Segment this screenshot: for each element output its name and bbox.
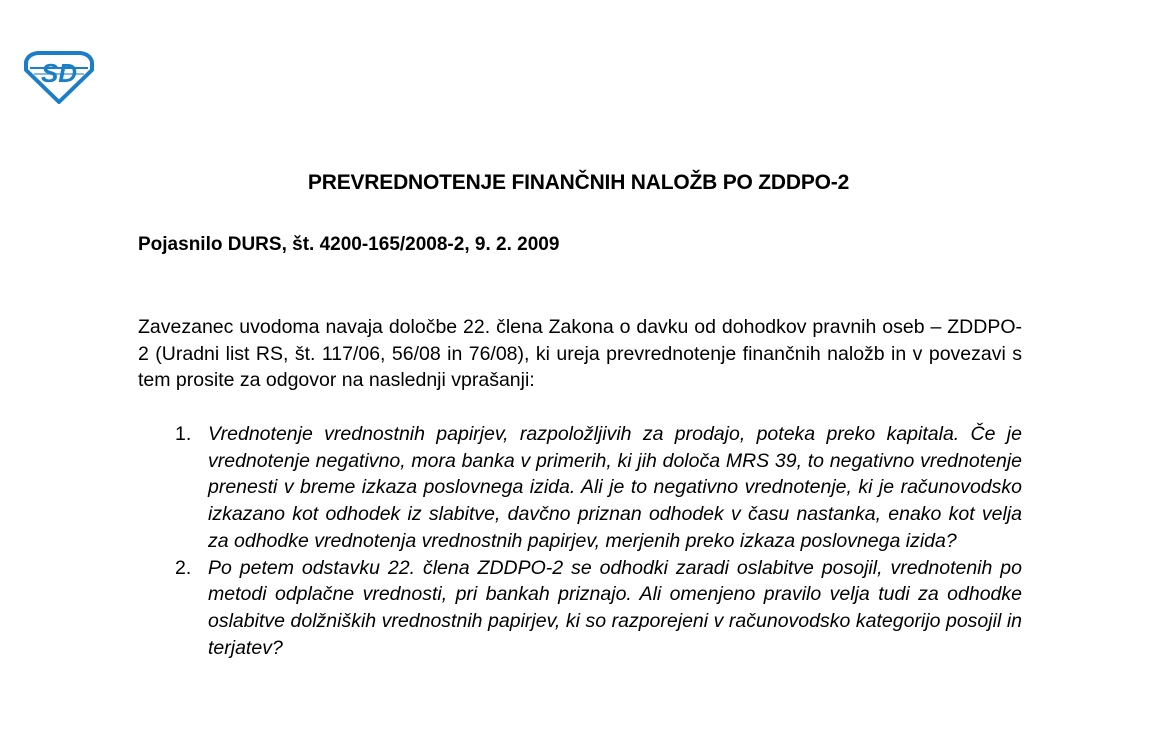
document-title: PREVREDNOTENJE FINANČNIH NALOŽB PO ZDDPO-2 (307, 171, 850, 194)
svg-text:SD: SD (40, 58, 78, 88)
intro-paragraph: Zavezanec uvodoma navaja določbe 22. člena Zakona o davku od dohodkov pravnih oseb – ZDDPO-2 (Uradni list RS, št. 117/06, 56/08 in 76/08), ki ureja prevrednotenje finančnih naložb in v povezavi s tem prosite za odgovor na naslednji vprašanji: (138, 316, 1022, 391)
question-number: 1. (175, 423, 192, 445)
questions-list (170, 421, 1022, 661)
question-item (170, 421, 1022, 555)
question-text: Vrednotenje vrednostnih papirjev, razpoložljivih za prodajo, poteka preko kapitala. Če je vrednotenje negativno, mora banka v primerih, ki jih določa MRS 39, to negativno vrednotenje prenesti v breme izkaza poslovnega izida. Ali je to negativno vrednotenje, ki je računovodsko izkazano kot odhodek iz slabitve, davčno priznan odhodek v času nastanka, enako kot velja za odhodke vrednotenja vrednostnih papirjev, merjenih preko izkaza poslovnega izida? (208, 423, 1022, 552)
question-item (170, 555, 1022, 662)
question-text: Po petem odstavku 22. člena ZDDPO-2 se odhodki zaradi oslabitve posojil, vrednotenih po metodi odplačne vrednosti, pri bankah priznajo. Ali omenjeno pravilo velja tudi za odhodke oslabitve dolžniških vrednostnih papirjev, ki so razporejeni v računovodsko kategorijo posojil in terjatev? (208, 556, 1022, 659)
question-number: 2. (175, 556, 192, 579)
company-logo (22, 50, 96, 104)
document-subtitle: Pojasnilo DURS, št. 4200-165/2008-2, 9. 2. 2009 (138, 234, 560, 255)
